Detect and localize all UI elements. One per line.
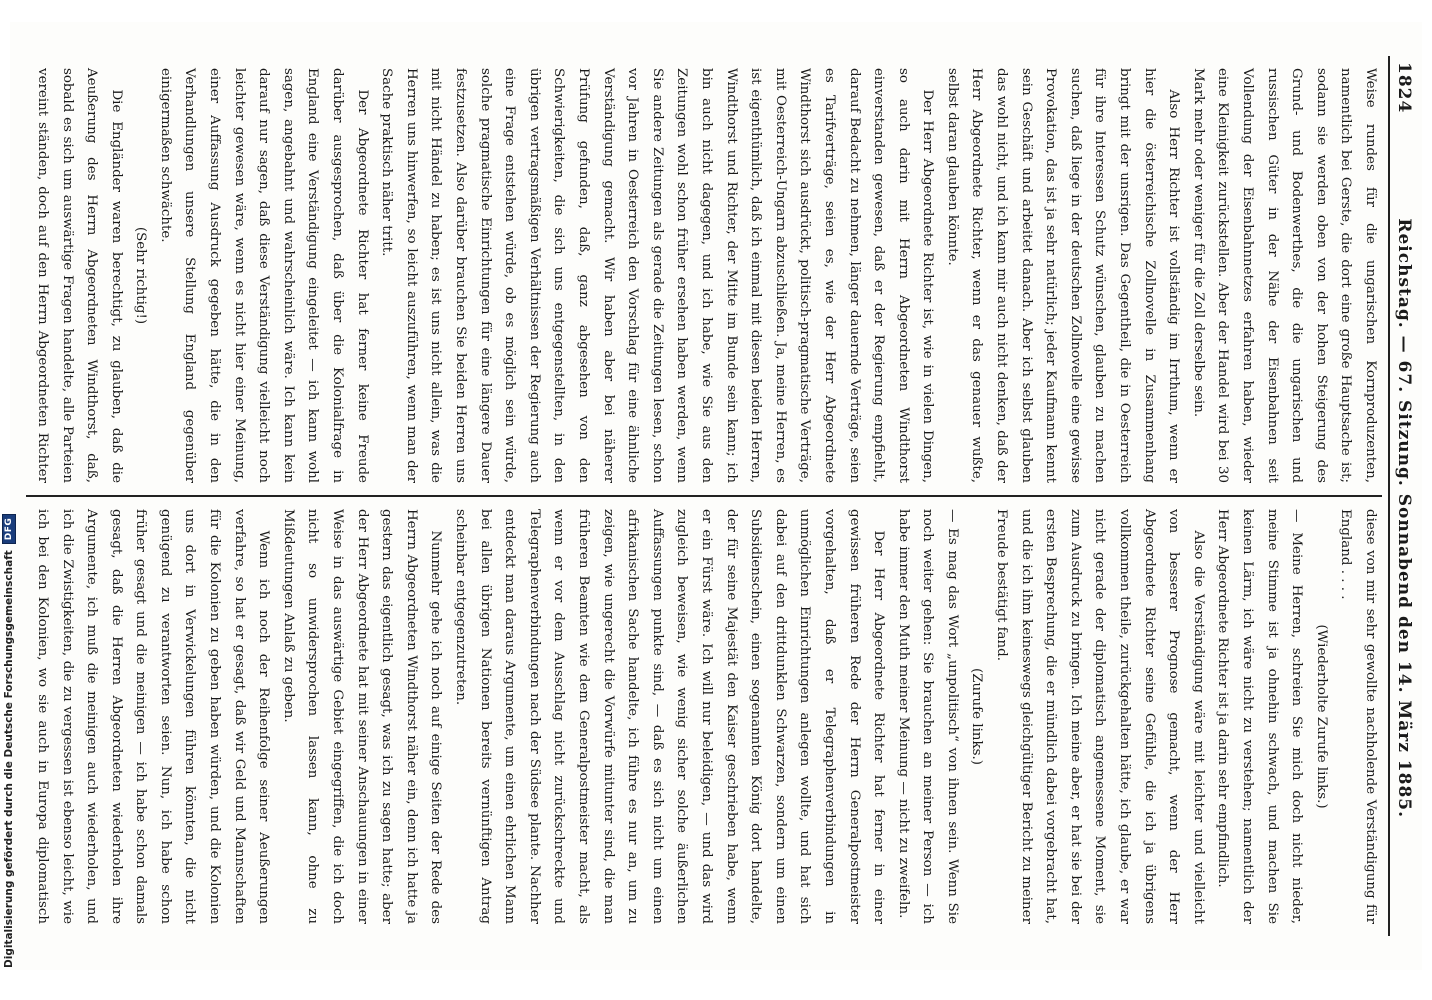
paragraph: Also Herr Richter ist vollständig im Irrthum, wenn er hier die österreichische Zollnovelle in Zusammenhang bringt mit der unsrigen. Das Gegentheil, die in Oesterreich für ihre Interessen Schutz wünschen, glauben zu machen suchen, daß liege in der deutschen Zollnovelle eine gewisse Provokation, das ist ja sehr natürlich; jeder Kaufmann kennt sein Geschäft und arbeitet danach. Aber ich selbst glauben das wohl nicht, und ich kann mir auch nicht denken, daß der Herr Abgeordnete Richter, wenn er das genauer wußte, selbst daran glauben könnte. [944,68,1182,483]
dfg-logo-icon: DFG [2,514,16,545]
paragraph: Der Abgeordnete Richter hat ferner keine Freude darüber ausgesprochen, daß über die Kolonialfrage in England eine Verständigung eingeleitet — ich kann wohl sagen, angebahnt und wahrscheinlich wäre. Ich kann kein darauf nur sagen, daß diese Verständigung vielleicht noch leichter gewesen wäre, wenn es nicht hier einer Meinung, einer Auffassung Ausdruck gegeben hätte, die in den Verhandlungen unsere Stellung England gegenüber einigermaßen schwächte. [157,68,370,483]
paragraph: diese von mir sehr gewollte nachholende Verständigung für England . . . . [1338,509,1378,924]
footer-strip [0,0,20,1000]
footer-credit-text: Digitalisierung gefördert durch die Deutsche Forschungsgemeinschaft [3,550,15,968]
paragraph: Die Engländer waren berechtigt, zu glauben, daß die Aeußerung des Herrn Abgeordneten Windthorst, daß, sobald es sich um auswärtige Fragen handelte, alle Parteien vereint ständen, doch auf den Herrn Abgeordneten Richter [34,68,124,483]
paragraph: (Wiederholte Zurufe links.) [1313,624,1329,809]
paragraph: — Es mag das Wort „unpolitisch“ von ihnen sein. Wenn Sie noch weiter gehen: Sie brauchen an meiner Person — ich habe immer den Muth meiner Meinung — nicht zu zweifeln. [895,509,960,924]
page-title: Reichstag. — 67. Sitzung. Sonnabend den 14. März 1885. [1394,218,1414,819]
paragraph: Also die Verständigung wäre mit leichter und vielleicht von besserer Prognose gemacht, wenn der Herr Abgeordnete Richter seine Gefühle, die ich ja übrigens vollkommen theile, zurückgehalten hätte, ich glaube, er war nicht gerade der diplomatisch angemessene Moment, sie zum Ausdruck zu bringen. Ich meine aber, er hat sie bei der ersten Besprechung, die er mündlich dabei vorgebracht hat, und die ich ihm keineswegs gleichgültiger Bericht zu meiner Freude bestätigt fand. [994,509,1206,924]
text-column-right [26,495,1382,936]
page-header [1388,56,1414,936]
paragraph: (Zurufe links.) [969,668,985,765]
text-columns [26,56,1382,936]
header-spacer [1394,923,1414,930]
footer-credit [0,28,18,968]
paragraph: (Sehr richtig!) [133,226,149,325]
paragraph: Der Herr Abgeordnete Richter ist, wie in vielen Dingen, so auch darin mit Herrn Abgeordneten Windthorst einverstanden gewesen, daß er der Regierung empfiehlt, darauf Bedacht zu nehmen, länger dauernde Verträge, seien es Tarifverträge, seien es, wie der Herr Abgeordnete Windthorst sich ausdrückt, politisch-pragmatische Verträge, mit Oesterreich-Ungarn abzuschließen. Ja, meine Herren, es ist eigenthümlich, daß ich einmal mit diesen beiden Herren, Windthorst und Richter, der Mitte im Bunde sein kann; ich bin auch nicht dagegen, und ich habe, wie Sie aus den Zeitungen wohl schon früher ersehen haben werden, wenn Sie andere Zeitungen als gerade die Zeitungen lesen, schon vor Jahren in Oesterreich den Vorschlag für eine ähnliche Verständigung gemacht. Wir haben aber bei näherer Prüfung gefunden, daß, ganz abgesehen von den Schwierigkeiten, die sich uns entgegenstellten, in den übrigen vertragsmäßigen Verhältnissen der Regierung auch eine Frage entstehen würde, ob es möglich sein würde, solche pragmatische Einrichtungen für eine längere Dauer festzusetzen. Also darüber brauchen Sie beiden Herren uns mit nicht Händel zu haben; es ist uns nicht allein, was die Herren uns hinwerfen, so leicht auszuführen, wenn man der Sache praktisch näher tritt. [379,68,936,483]
paragraph: Nunmehr gehe ich noch auf einige Seiten der Rede des Herrn Abgeordneten Windthorst näher ein, denn ich hatte ja gestern das eigentlich gesagt, was ich zu sagen hatte; aber der Herr Abgeordnete hat mit seiner Anschauungen in einer Weise in das auswärtige Gebiet eingegriffen, die ich doch nicht so unwidersprochen lassen kann, ohne zu Mißdeutungen Anlaß zu geben. [280,509,444,924]
text-column-left [26,56,1382,495]
paragraph: Wenn ich noch der Reihenfolge seiner Aeußerungen verfahre, so hat er gesagt, daß wir Geld und Mannschaften für die Kolonien zu geben haben würden, und die Kolonien uns dort in Verwickelungen führen könnten, die nicht genügend zu verantworten seien. Nun, ich habe schon früher gesagt und die meinigen — ich habe schon damals gesagt, daß die Herren Abgeordneten wiederholen ihre Argumente, ich muß die meinigen auch wiederholen, und ich die Zwistigkeiten, die zu vergessen ist ebenso leicht, wie ich bei den Kolonien, wo sie auch in Europa diplomatisch [34,509,272,924]
scanned-page [10,22,1422,970]
page-number: 1824 [1394,62,1414,114]
paragraph: Weise rundes für die ungarischen Kornproduzenten, namentlich bei Gerste, die dort eine große Hauptsache ist; sodann sie werden oben von der hohen Steigerung des Grund- und Bodenwerthes, die die ungarischen und russischen Güter in der Nähe der Eisenbahnen seit Vollendung der Eisenbahnnetzes erfahren haben, wieder eine Kleinigkeit zurückstellen. Aber der Handel wird bei 30 Mark mehr oder weniger für die Zoll derselbe sein. [1190,68,1378,483]
paragraph: — Meine Herren, schreien Sie mich doch nicht nieder, meine Stimme ist ja ohnehin schwach, und machen Sie keinen Lärm, ich wäre nicht zu verstehen; namentlich der Herr Abgeordnete Richter ist ja darin sehr empfindlich. [1215,509,1305,924]
paragraph: Der Herr Abgeordnete Richter hat ferner in einer gewissen früheren Rede der Herrn Generalpostmeister vorgehalten, daß er Telegraphenverbindungen in unmöglichen Einrichtungen anlegen wollte, und hat sich dabei auf den drittdunklen Schwarzen, sondern um einen Subsidienschein, einen sogenannten König dort handelte, der für seine Majestät den Kaiser geschrieben habe, wenn er ein Fürst wäre. Ich will nur beleidigen, — und das wird zugleich beweisen, wie wenig sicher solche äußerlichen Auffassungen punkte sind, — daß es sich nicht um einen afrikanischen Sache handelte, ich führe es nur an, um zu zeigen, wie ungerecht die Vorwürfe mitunter sind, die man früheren Beamten wie dem Generalpostmeister macht, als wenn er vor dem Ausschlag nicht zurückschreckte und Telegraphenverbindungen nach der Südsee plante. Nachher entdeckt man daraus Argumente, um einen ehrlichen Mann bei allen übrigen Nationen bereits vernünftigen Antrag scheinbar entgegenzutreten. [453,509,887,924]
